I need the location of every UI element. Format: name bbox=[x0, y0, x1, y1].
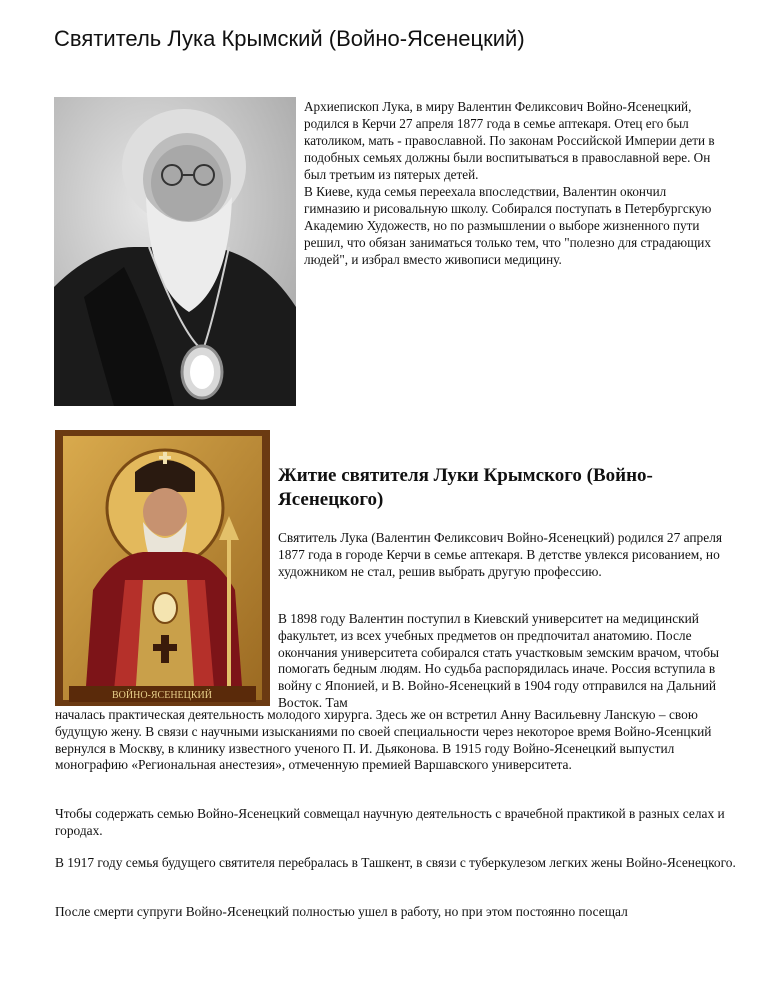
saint-icon-painting-icon bbox=[55, 430, 270, 706]
intro-text bbox=[304, 98, 724, 268]
intro-paragraph: Архиепископ Лука, в миру Валентин Феликсович Войно-Ясенецкий, родился в Керчи 27 апреля 1877 года в семье аптекаря. Отец его был католиком, мать - православной. По законам Российской Империи дети в подобных семьях должны были воспитываться в православной вере. Он был третьим из пятерых детей. bbox=[304, 99, 715, 182]
archbishop-photo bbox=[54, 97, 296, 406]
saint-icon-image bbox=[55, 430, 270, 706]
archbishop-portrait-icon bbox=[54, 97, 296, 406]
page-title: Святитель Лука Крымский (Войно-Ясенецкий) bbox=[54, 26, 525, 51]
body-paragraph: Чтобы содержать семью Войно-Ясенецкий совмещал научную деятельность с врачебной практикой в разных селах и городах. bbox=[55, 806, 725, 838]
body-paragraph: В 1917 году семья будущего святителя перебралась в Ташкент, в связи с туберкулезом легких жены Войно-Ясенецкого. bbox=[55, 855, 736, 870]
body-paragraph: началась практическая деятельность молодого хирурга. Здесь же он встретил Анну Васильевну Ланскую – свою будущую жену. В связи с научными изысканиями по своей специальности через некоторое время Войно-Ясенцкий вернулся в Москву, в клинику известного ученого П. И. Дьяконова. В 1915 году Войно-Ясенецкий выпустил монографию «Региональная анестезия», отмеченную премией Варшавского университета. bbox=[55, 707, 712, 773]
body-paragraph: В 1898 году Валентин поступил в Киевский университет на медицинский факультет, из всех учебных предметов он предпочитал анатомию. После окончания университета собирался стать участковым земским врачом, чтобы помогать бедным людям. Но судьба распорядилась иначе. Россия вступила в войну с Японией, и В. Войно-Ясенецкий в 1904 году отправился на Дальний Восток. Там bbox=[278, 611, 720, 710]
body-paragraph: После смерти супруги Войно-Ясенецкий полностью ушел в работу, но при этом постоянно посещал bbox=[55, 904, 628, 919]
section-heading: Житие святителя Луки Крымского (Войно-Ясенецкого) bbox=[278, 465, 653, 510]
intro-paragraph: В Киеве, куда семья переехала впоследствии, Валентин окончил гимназию и рисовальную школу. Собирался поступать в Петербургскую Академию Художеств, но по размышлении о выборе жизненного пути решил, что обязан заниматься только тем, что "полезно для страдающих людей", и избрал вместо живописи медицину. bbox=[304, 184, 712, 267]
icon-caption: ВОЙНО-ЯСЕНЕЦКИЙ bbox=[112, 690, 212, 701]
body-paragraph: Святитель Лука (Валентин Феликсович Войно-Ясенецкий) родился 27 апреля 1877 года в городе Керчи в семье аптекаря. В детстве увлекся рисованием, но художником не стал, решив выбрать другую профессию. bbox=[278, 530, 723, 579]
